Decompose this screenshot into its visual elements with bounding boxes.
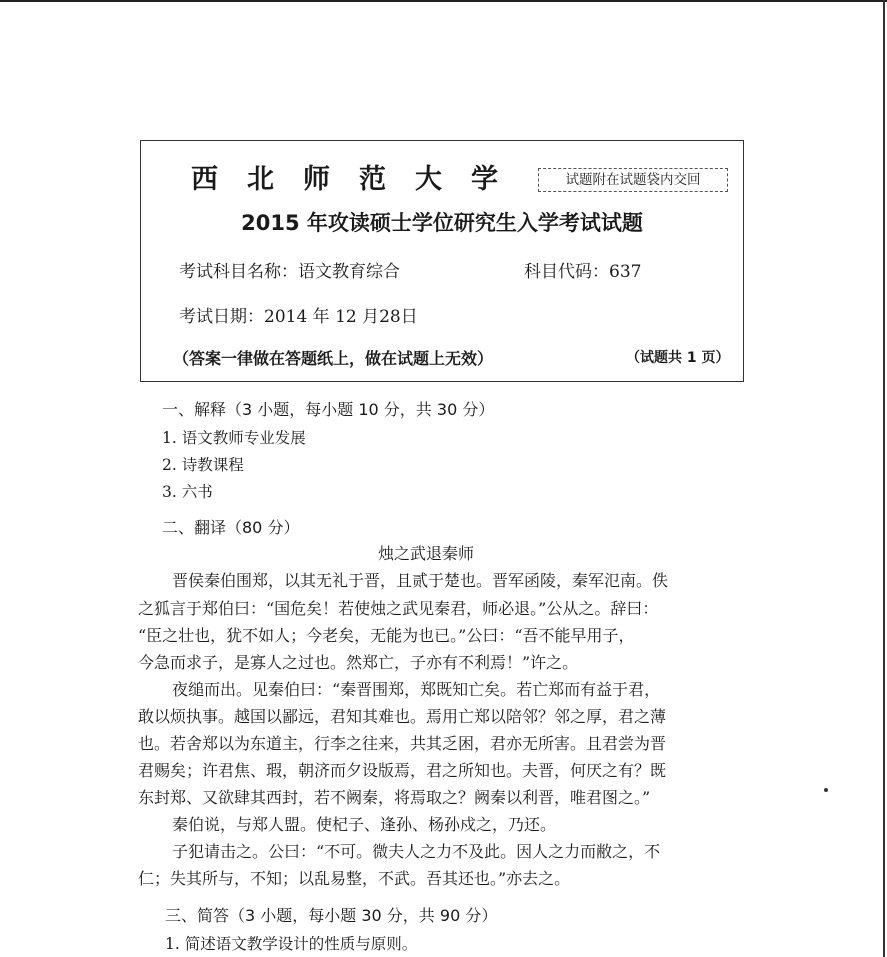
exam-date: 2014 年 12 月28日	[264, 307, 418, 327]
page-count: （试题共 1 页）	[626, 350, 730, 366]
passage-line: 仁；失其所与，不知；以乱易整，不武。吾其还也。”亦去之。	[138, 869, 571, 888]
subject-line	[179, 257, 400, 282]
passage-line: 之狐言于郑伯曰：“国危矣！若使烛之武见秦君，师必退。”公从之。辞曰：	[138, 599, 659, 618]
passage-line: 夜缒而出。见秦伯曰：“秦晋围郑，郑既知亡矣。若亡郑而有益于君，	[172, 680, 661, 699]
passage-line: 秦伯说，与郑人盟。使杞子、逢孙、杨孙戍之，乃还。	[172, 815, 557, 834]
page-right-edge	[883, 0, 885, 957]
passage-line: “臣之壮也，犹不如人；今老矣，无能为也已。”公曰：“吾不能早用子，	[138, 626, 635, 645]
passage-line: 敢以烦执事。越国以鄙远，君知其难也。焉用亡郑以陪邻？邻之厚，君之薄	[138, 707, 667, 726]
passage-line: 子犯请击之。公曰：“不可。微夫人之力不及此。因人之力而敝之，不	[172, 842, 661, 861]
passage-line: 晋侯秦伯围郑，以其无礼于晋，且贰于楚也。晋军函陵，秦军氾南。佚	[172, 571, 669, 590]
university-name: 西北师范大学	[191, 164, 527, 195]
section-3-item: 1. 简述语文教学设计的性质与原则。	[165, 935, 418, 953]
section-1-item: 1. 语文教师专业发展	[162, 429, 306, 447]
passage-line: 东封郑、又欲肆其西封，若不阙秦，将焉取之？阙秦以利晋，唯君图之。”	[138, 788, 651, 807]
page-top-edge	[0, 0, 887, 2]
exam-header-box	[140, 140, 744, 382]
passage-line: 君赐矣；许君焦、瑕，朝济而夕设版焉，君之所知也。夫晋，何厌之有？既	[138, 761, 667, 780]
subject-code: 637	[609, 262, 642, 282]
section-1-title: 一、解释（3 小题，每小题 10 分，共 30 分）	[162, 400, 495, 419]
exam-title: 2015 年攻读硕士学位研究生入学考试试题	[241, 211, 643, 235]
passage-title: 烛之武退秦师	[378, 544, 475, 563]
section-3-title: 三、简答（3 小题，每小题 30 分，共 90 分）	[165, 906, 498, 925]
code-line	[524, 257, 641, 282]
code-label: 科目代码：	[524, 262, 609, 282]
subject-label: 考试科目名称：	[179, 262, 298, 282]
subject-name: 语文教育综合	[298, 262, 400, 282]
passage-line: 今急而求子，是寡人之过也。然郑亡，子亦有不利焉！”许之。	[138, 653, 579, 672]
section-1-item: 2. 诗教课程	[162, 456, 244, 474]
scan-speck	[824, 788, 828, 792]
return-note: 试题附在试题袋内交回	[538, 168, 728, 192]
date-line	[179, 302, 418, 327]
answer-instruction: （答案一律做在答题纸上，做在试题上无效）	[173, 349, 494, 368]
section-2-title: 二、翻译（80 分）	[162, 518, 300, 537]
passage-line: 也。若舍郑以为东道主，行李之往来，共其乏困，君亦无所害。且君尝为晋	[138, 734, 667, 753]
section-1-item: 3. 六书	[162, 483, 213, 501]
date-label: 考试日期：	[179, 307, 264, 327]
